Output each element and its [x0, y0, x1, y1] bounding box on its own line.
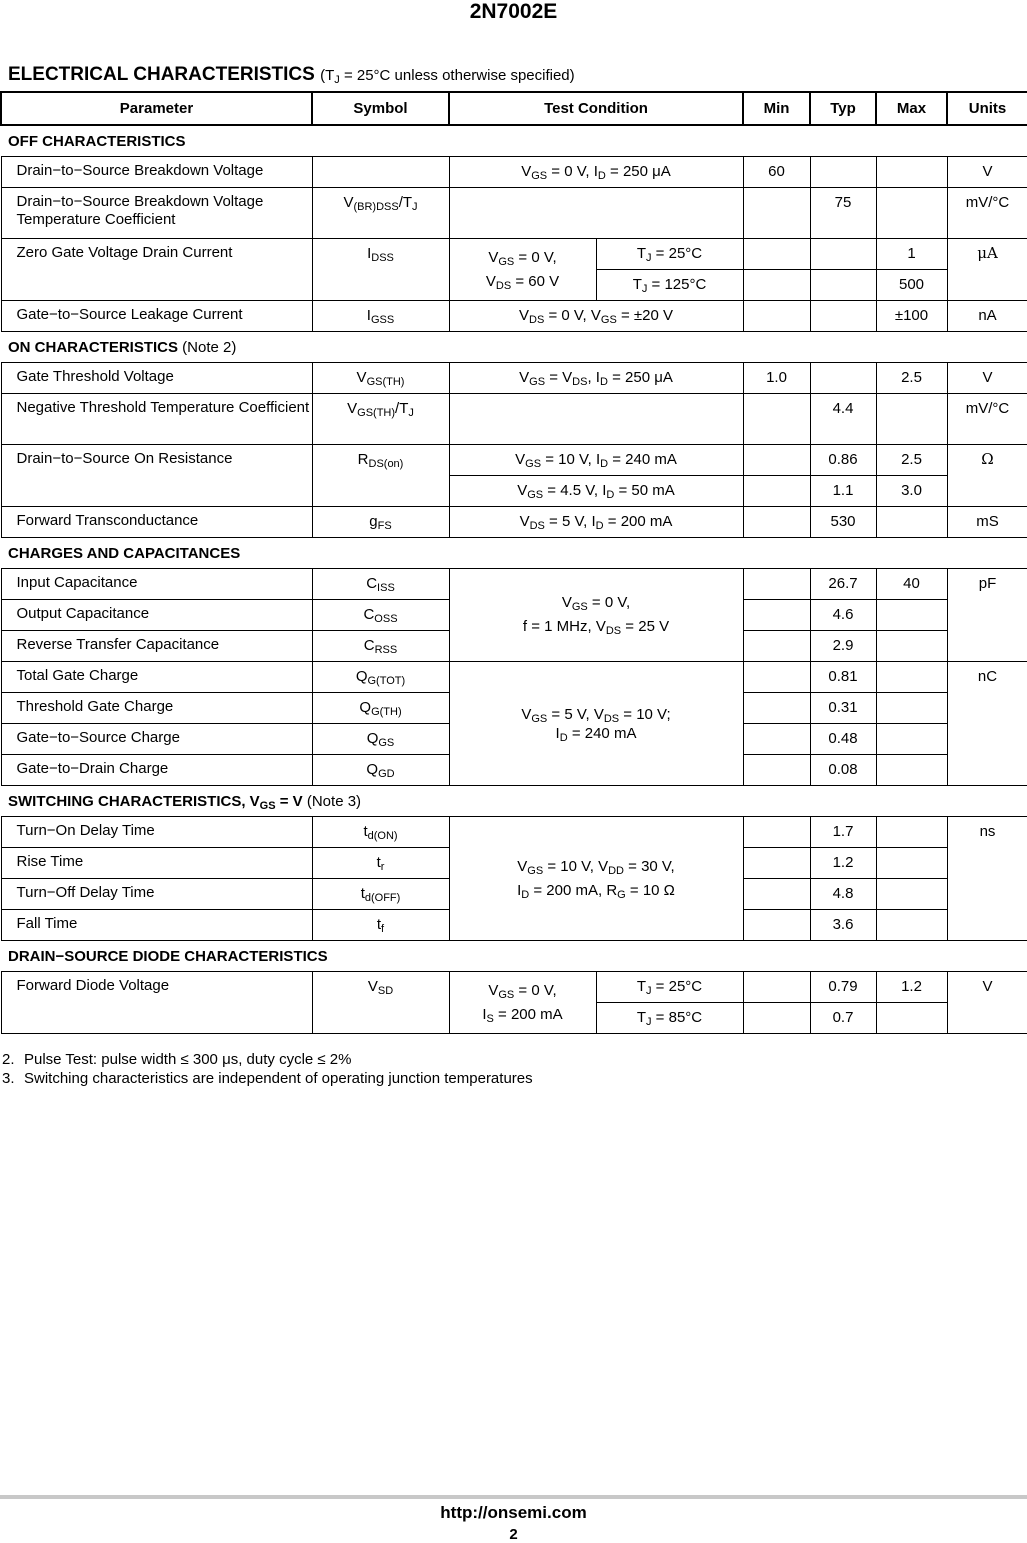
symbol-cell: $t_f$ — [312, 910, 449, 941]
typ-cell: 2.9 — [810, 631, 876, 662]
temp-condition-cell: $T_J = 25^\circ C$ — [596, 972, 743, 1003]
param-cell: Threshold Gate Charge — [1, 693, 312, 724]
typ-cell: 0.48 — [810, 724, 876, 755]
units-cell: V — [947, 157, 1027, 188]
typ-cell: 1.1 — [810, 476, 876, 507]
symbol-cell: $C_{RSS}$ — [312, 631, 449, 662]
condition-cell: $V_{GS} = 0$ V, f = 1 MHz, $V_{DS} = 25$ V — [449, 569, 743, 662]
symbol-cell: $V_{SD}$ — [312, 972, 449, 1034]
symbol-cell: $Q_{GD}$ — [312, 755, 449, 786]
param-cell: Reverse Transfer Capacitance — [1, 631, 312, 662]
temp-condition-cell: $T_J = 85^\circ C$ — [596, 1003, 743, 1034]
param-cell: Forward Diode Voltage — [1, 972, 312, 1034]
min-cell — [743, 394, 810, 445]
header-symbol: Symbol — [312, 92, 449, 125]
section-heading — [8, 64, 575, 86]
max-cell — [876, 693, 947, 724]
footer-divider — [0, 1495, 1027, 1499]
typ-cell: 1.7 — [810, 817, 876, 848]
typ-cell — [810, 301, 876, 332]
max-cell — [876, 910, 947, 941]
min-cell — [743, 817, 810, 848]
units-cell: Ω — [947, 445, 1027, 507]
units-cell: mV/°C — [947, 394, 1027, 445]
typ-cell: 4.4 — [810, 394, 876, 445]
temp-condition-cell: $T_J = 25^\circ C$ — [596, 239, 743, 270]
condition-cell: $V_{GS} = 4.5$ V, $I_D = 50$ mA — [449, 476, 743, 507]
param-cell: Negative Threshold Temperature Coefficient — [1, 394, 312, 445]
typ-cell: 0.31 — [810, 693, 876, 724]
symbol-cell: $C_{OSS}$ — [312, 600, 449, 631]
min-cell — [743, 662, 810, 693]
min-cell — [743, 301, 810, 332]
table-row — [1, 188, 1027, 239]
param-cell: Gate−to−Source Charge — [1, 724, 312, 755]
symbol-cell: $g_{FS}$ — [312, 507, 449, 538]
header-max: Max — [876, 92, 947, 125]
min-cell — [743, 445, 810, 476]
condition-cell: $V_{DS} = 0$ V, $V_{GS} = \pm 20$ V — [449, 301, 743, 332]
header-min: Min — [743, 92, 810, 125]
max-cell — [876, 1003, 947, 1034]
header-parameter: Parameter — [1, 92, 312, 125]
units-cell: μA — [947, 239, 1027, 301]
symbol-cell: $C_{ISS}$ — [312, 569, 449, 600]
units-cell: V — [947, 972, 1027, 1034]
section-condition: ($T_J = 25^\circ C$ unless otherwise specified) — [320, 67, 575, 86]
units-cell: mS — [947, 507, 1027, 538]
min-cell — [743, 724, 810, 755]
max-cell — [876, 157, 947, 188]
typ-cell: 0.7 — [810, 1003, 876, 1034]
symbol-cell — [312, 157, 449, 188]
table-row — [1, 445, 1027, 476]
max-cell — [876, 507, 947, 538]
max-cell — [876, 879, 947, 910]
min-cell — [743, 239, 810, 270]
symbol-cell: $Q_{G(TH)}$ — [312, 693, 449, 724]
electrical-characteristics-table — [0, 91, 1027, 1034]
max-cell: 2.5 — [876, 363, 947, 394]
param-cell: Drain−to−Source Breakdown Voltage Temperature Coefficient — [1, 188, 312, 239]
typ-cell: 0.86 — [810, 445, 876, 476]
category-row — [1, 941, 1027, 972]
min-cell — [743, 569, 810, 600]
condition-cell: $V_{GS} = V_{DS}$, $I_D = 250$ μA — [449, 363, 743, 394]
max-cell: 500 — [876, 270, 947, 301]
table-row — [1, 239, 1027, 270]
min-cell: 1.0 — [743, 363, 810, 394]
units-cell: nA — [947, 301, 1027, 332]
table-row — [1, 507, 1027, 538]
table-row — [1, 301, 1027, 332]
category-on: ON CHARACTERISTICS (Note 2) — [1, 332, 1027, 363]
table-row — [1, 157, 1027, 188]
section-title: ELECTRICAL CHARACTERISTICS — [8, 64, 315, 85]
table-row — [1, 363, 1027, 394]
min-cell — [743, 507, 810, 538]
max-cell: 40 — [876, 569, 947, 600]
max-cell — [876, 724, 947, 755]
footnotes — [2, 1050, 533, 1088]
max-cell — [876, 600, 947, 631]
condition-cell: $V_{GS} = 10$ V, $I_D = 240$ mA — [449, 445, 743, 476]
param-cell: Fall Time — [1, 910, 312, 941]
category-row — [1, 786, 1027, 817]
symbol-cell: $Q_{GS}$ — [312, 724, 449, 755]
param-cell: Forward Transconductance — [1, 507, 312, 538]
min-cell — [743, 910, 810, 941]
header-typ: Typ — [810, 92, 876, 125]
category-diode: DRAIN−SOURCE DIODE CHARACTERISTICS — [1, 941, 1027, 972]
page-number: 2 — [509, 1526, 518, 1543]
max-cell: ±100 — [876, 301, 947, 332]
symbol-cell: $V_{GS(TH)}$ — [312, 363, 449, 394]
symbol-cell: $t_r$ — [312, 848, 449, 879]
typ-cell: 3.6 — [810, 910, 876, 941]
condition-cell: $V_{GS} = 0$ V, $V_{DS} = 60$ V — [449, 239, 596, 301]
param-cell: Gate−to−Source Leakage Current — [1, 301, 312, 332]
max-cell — [876, 817, 947, 848]
symbol-cell: $t_{d(ON)}$ — [312, 817, 449, 848]
condition-cell: $V_{GS} = 5$ V, $V_{DS} = 10$ V; $I_D = 240$ mA — [449, 662, 743, 786]
table-row — [1, 662, 1027, 693]
symbol-cell: $Q_{G(TOT)}$ — [312, 662, 449, 693]
symbol-cell: $I_{DSS}$ — [312, 239, 449, 301]
typ-cell: 4.8 — [810, 879, 876, 910]
footnote: 3. Switching characteristics are independent of operating junction temperatures — [2, 1070, 533, 1087]
min-cell — [743, 188, 810, 239]
typ-cell: 1.2 — [810, 848, 876, 879]
category-row — [1, 538, 1027, 569]
typ-cell — [810, 157, 876, 188]
typ-cell: 530 — [810, 507, 876, 538]
symbol-cell: $V_{(BR)DSS}/T_J$ — [312, 188, 449, 239]
typ-cell — [810, 363, 876, 394]
table-row — [1, 817, 1027, 848]
max-cell — [876, 755, 947, 786]
units-cell: V — [947, 363, 1027, 394]
param-cell: Input Capacitance — [1, 569, 312, 600]
min-cell — [743, 631, 810, 662]
param-cell: Gate Threshold Voltage — [1, 363, 312, 394]
page-title: 2N7002E — [469, 0, 558, 23]
min-cell — [743, 693, 810, 724]
category-switching: SWITCHING CHARACTERISTICS, $V_{GS} = V$ (Note 3) — [1, 786, 1027, 817]
min-cell — [743, 972, 810, 1003]
param-cell: Total Gate Charge — [1, 662, 312, 693]
max-cell: 2.5 — [876, 445, 947, 476]
condition-cell — [449, 394, 743, 445]
footnote: 2. Pulse Test: pulse width ≤ 300 μs, duty cycle ≤ 2% — [2, 1051, 352, 1068]
min-cell — [743, 755, 810, 786]
typ-cell — [810, 239, 876, 270]
typ-cell: 26.7 — [810, 569, 876, 600]
param-cell: Turn−Off Delay Time — [1, 879, 312, 910]
symbol-cell: $t_{d(OFF)}$ — [312, 879, 449, 910]
symbol-cell: $I_{GSS}$ — [312, 301, 449, 332]
symbol-cell: $V_{GS(TH)}/T_J$ — [312, 394, 449, 445]
header-test-condition: Test Condition — [449, 92, 743, 125]
category-off: OFF CHARACTERISTICS — [1, 125, 1027, 157]
param-cell: Zero Gate Voltage Drain Current — [1, 239, 312, 301]
param-cell: Turn−On Delay Time — [1, 817, 312, 848]
category-charges: CHARGES AND CAPACITANCES — [1, 538, 1027, 569]
typ-cell: 75 — [810, 188, 876, 239]
max-cell — [876, 662, 947, 693]
condition-cell: $V_{DS} = 5$ V, $I_D = 200$ mA — [449, 507, 743, 538]
param-cell: Drain−to−Source Breakdown Voltage — [1, 157, 312, 188]
min-cell — [743, 476, 810, 507]
units-cell: ns — [947, 817, 1027, 941]
max-cell — [876, 631, 947, 662]
condition-cell: $V_{GS} = 0$ V, $I_S = 200$ mA — [449, 972, 596, 1034]
footer-url[interactable]: http://onsemi.com — [440, 1503, 587, 1522]
units-cell: mV/°C — [947, 188, 1027, 239]
units-cell: pF — [947, 569, 1027, 662]
min-cell — [743, 879, 810, 910]
units-cell: nC — [947, 662, 1027, 786]
table-row — [1, 394, 1027, 445]
symbol-cell: $R_{DS(on)}$ — [312, 445, 449, 507]
typ-cell — [810, 270, 876, 301]
max-cell: 1 — [876, 239, 947, 270]
table-header-row — [1, 92, 1027, 125]
temp-condition-cell: $T_J = 125^\circ C$ — [596, 270, 743, 301]
category-row — [1, 332, 1027, 363]
typ-cell: 0.81 — [810, 662, 876, 693]
table-row — [1, 569, 1027, 600]
condition-cell — [449, 188, 743, 239]
param-cell: Output Capacitance — [1, 600, 312, 631]
min-cell: 60 — [743, 157, 810, 188]
max-cell — [876, 188, 947, 239]
min-cell — [743, 848, 810, 879]
param-cell: Gate−to−Drain Charge — [1, 755, 312, 786]
typ-cell: 4.6 — [810, 600, 876, 631]
typ-cell: 0.79 — [810, 972, 876, 1003]
max-cell — [876, 848, 947, 879]
min-cell — [743, 600, 810, 631]
header-units: Units — [947, 92, 1027, 125]
min-cell — [743, 270, 810, 301]
table-row — [1, 972, 1027, 1003]
condition-cell: $V_{GS} = 0$ V, $I_D = 250$ μA — [449, 157, 743, 188]
min-cell — [743, 1003, 810, 1034]
condition-cell: $V_{GS} = 10$ V, $V_{DD} = 30$ V, $I_D = 200$ mA, $R_G = 10$ Ω — [449, 817, 743, 941]
category-row — [1, 125, 1027, 157]
max-cell: 1.2 — [876, 972, 947, 1003]
param-cell: Rise Time — [1, 848, 312, 879]
param-cell: Drain−to−Source On Resistance — [1, 445, 312, 507]
max-cell: 3.0 — [876, 476, 947, 507]
max-cell — [876, 394, 947, 445]
typ-cell: 0.08 — [810, 755, 876, 786]
